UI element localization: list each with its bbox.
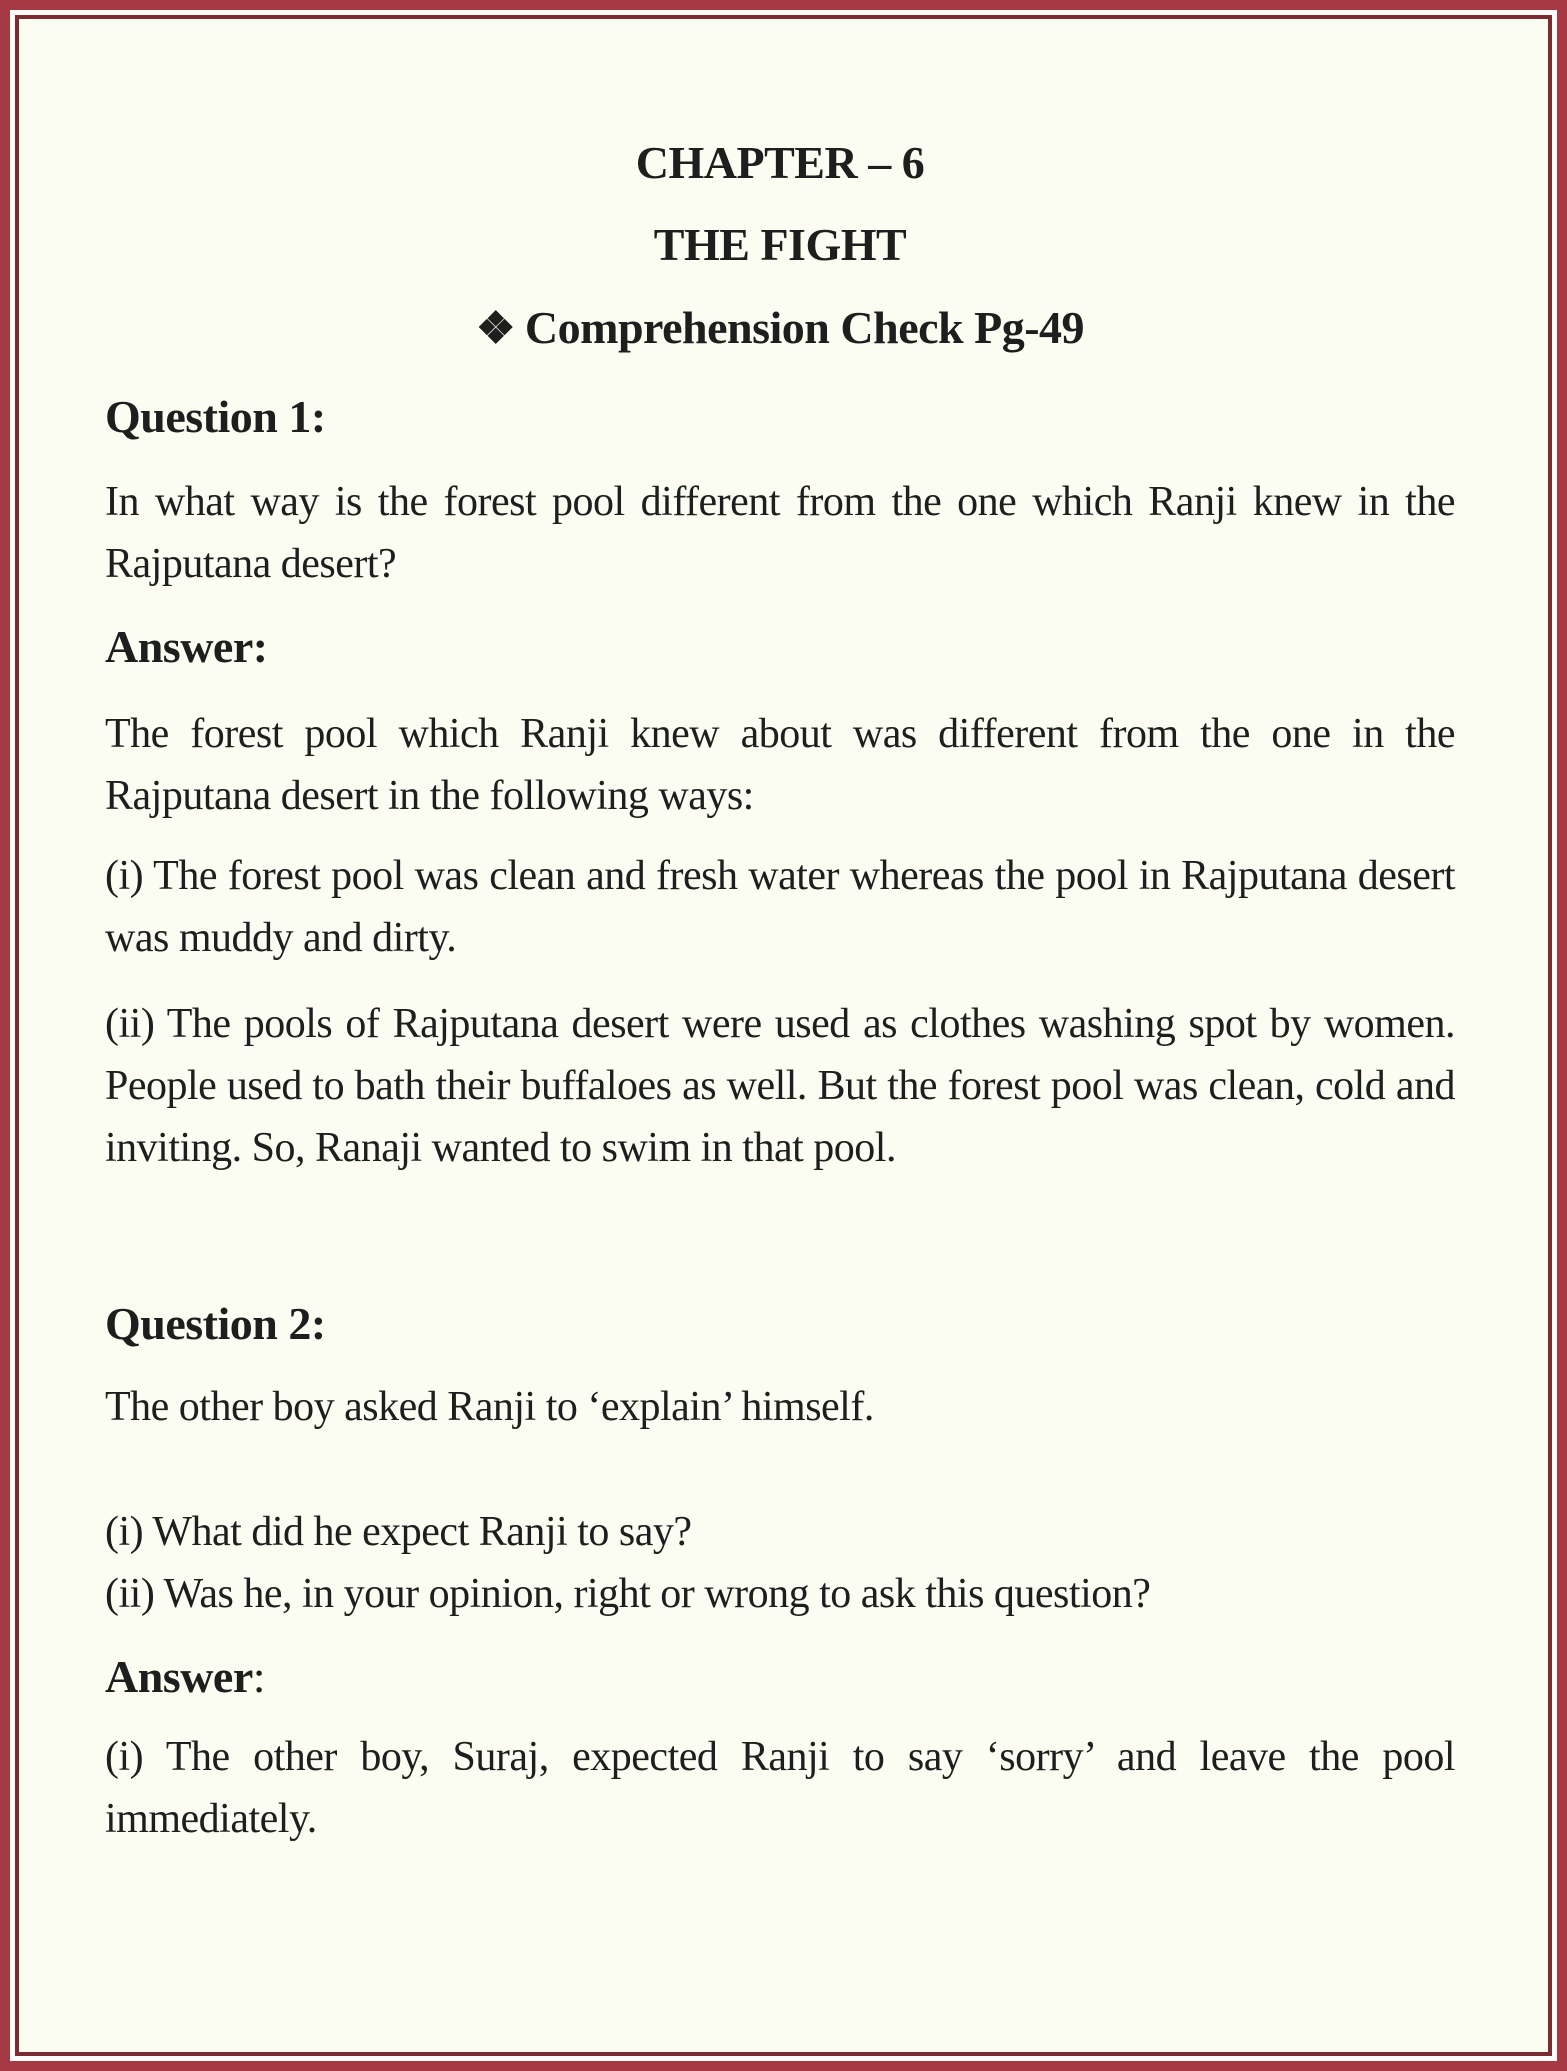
question2-answer-point-i: (i) The other boy, Suraj, expected Ranji to say ‘sorry’ and leave the pool immediately.	[105, 1734, 1455, 1842]
question1-label: Question 1:	[105, 391, 326, 442]
question2-answer-label-colon: :	[252, 1651, 266, 1702]
question1-text: In what way is the forest pool different from the one which Ranji knew in the Rajputana desert?	[105, 479, 1455, 587]
diamond-bullet-icon: ❖	[475, 304, 515, 353]
question1-answer-point-ii: (ii) The pools of Rajputana desert were used as clothes washing spot by women. People used to bath their buffaloes as well. But the forest pool was clean, cold and inviting. So, Ranaji wanted to swim in that pool.	[105, 1001, 1455, 1171]
chapter-title: THE FIGHT	[653, 219, 907, 270]
document-content	[15, 15, 1552, 2056]
section-heading	[105, 300, 1455, 357]
question1-answer-label: Answer:	[105, 621, 268, 672]
question2-sub-question-i: (i) What did he expect Ranji to say?	[105, 1509, 692, 1555]
section-title: Comprehension Check Pg-49	[524, 302, 1085, 353]
question2-text: The other boy asked Ranji to ‘explain’ himself.	[105, 1384, 874, 1430]
question2-answer-label	[105, 1648, 1455, 1706]
page-inner-frame	[10, 10, 1557, 2061]
question2-sub-question-ii: (ii) Was he, in your opinion, right or wrong to ask this question?	[105, 1571, 1151, 1617]
question2-answer-label-word: Answer	[105, 1651, 253, 1702]
question1-answer-point-i: (i) The forest pool was clean and fresh water whereas the pool in Rajputana desert was muddy and dirty.	[105, 853, 1455, 961]
chapter-heading: CHAPTER – 6	[635, 137, 925, 188]
question1-answer-intro: The forest pool which Ranji knew about was different from the one in the Rajputana desert in the following ways:	[105, 711, 1455, 819]
question2-subquestions	[105, 1501, 1455, 1625]
question2-label: Question 2:	[105, 1298, 326, 1349]
